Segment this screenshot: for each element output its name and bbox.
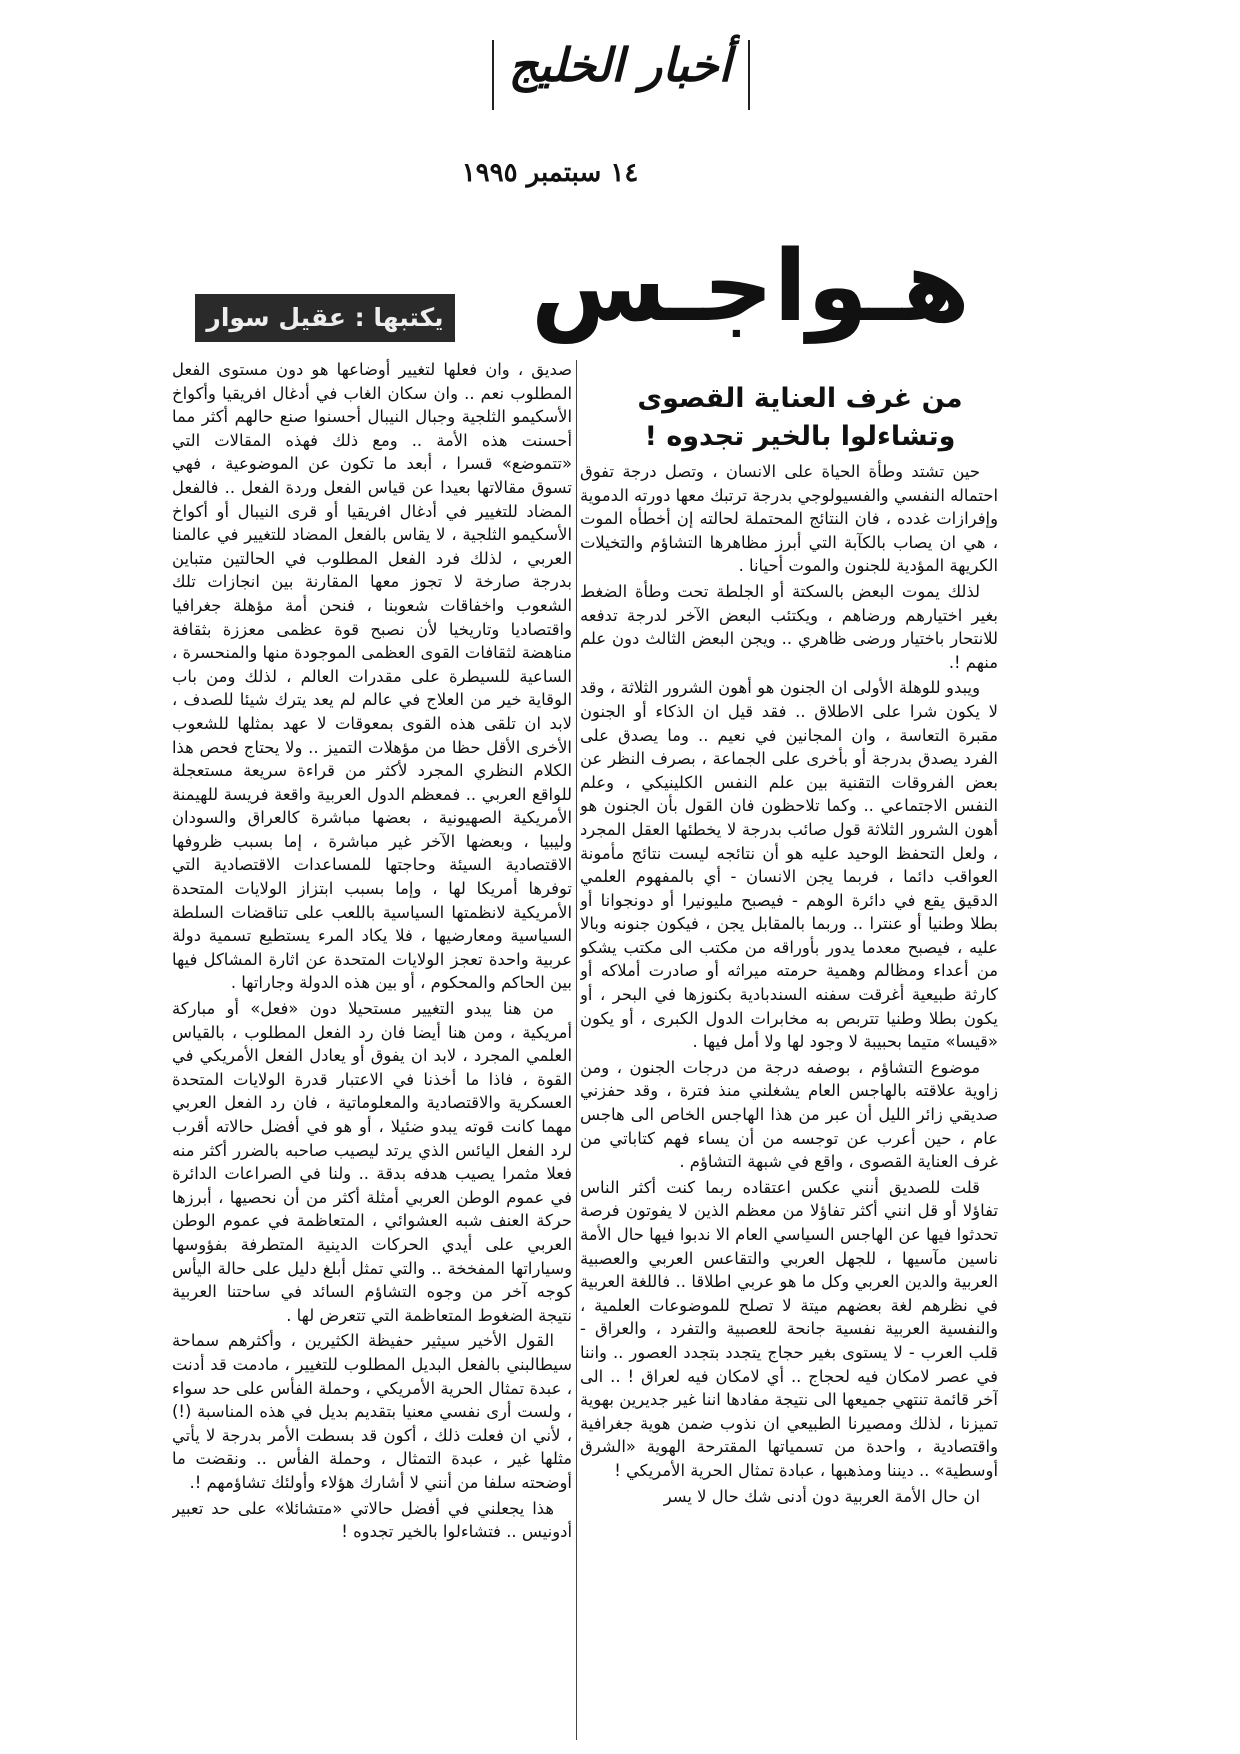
paragraph: هذا يجعلني في أفضل حالاتي «متشائلا» على حد تعبير أدونيس .. فتشاءلوا بالخير تجدوه ! xyxy=(172,1498,572,1542)
paragraph: موضوع التشاؤم ، بوصفه درجة من درجات الجنون ، ومن زاوية علاقته بالهاجس العام يشغلني منذ فترة ، وقد حفزني صديقي زائر الليل أن عبر من هذا الهاجس الخاص الى هاجس عام ، حين أعرب عن توجسه من أن يساء فهم كتاباتي من غرف العناية القصوى ، واقع في شبهة التشاؤم . xyxy=(580,1057,998,1172)
paragraph: قلت للصديق أنني عكس اعتقاده ربما كنت أكثر الناس تفاؤلا أو قل انني أكثر تفاؤلا من معظم الذين لا يفوتون فرصة تحدثوا فيها عن الهاجس السياسي العام الا ندبوا فيها حال الأمة ناسين مآسيها ، للجهل العربي والتقاعس العربي والعصبية العربية والدين العربي وكل ما هو عربي اطلاقا .. فاللغة العربية في نظرهم لغة بعضهم ميتة لا تصلح للموضوعات العلمية ، والنفسية العربية نفسية جانحة للعصبية والتفرد ، والعراق - قلب العرب - لا يستوى بغير حجاج يتجدد بتجدد العصور .. واننا في عصر لامكان فيه لحجاج .. أي لامكان فيه لعراق ! .. الى آخر قائمة تنتهي جميعها الى نتيجة مفادها اننا غير جديرين بهوية تميزنا ، لذلك ومصيرنا الطبيعي ان نذوب ضمن هوية جغرافية واقتصادية ، واحدة من تسمياتها المقترحة الهوية «الشرق أوسطية» .. ديننا ومذهبها ، عبادة تمثال الحرية الأمريكي ! xyxy=(580,1177,998,1480)
publication-date: ١٤ سبتمبر ١٩٩٥ xyxy=(461,158,639,188)
article-headline xyxy=(600,380,1000,456)
headline-line-1: من غرف العناية القصوى xyxy=(637,383,963,414)
article-column-right xyxy=(580,460,998,1740)
paragraph: حين تشتد وطأة الحياة على الانسان ، وتصل درجة تفوق احتماله النفسي والفسيولوجي بدرجة ترتبك معها دورته الدموية وإفرازات غدده ، فان النتائج المحتملة لحالته إن أخطأه الموت ، هي ان يصاب بالكآبة التي أبرز مظاهرها التشاؤم والتخيلات الكريهة المؤدية للجنون والموت أحيانا . xyxy=(580,462,998,576)
column-title: هـواجـس xyxy=(530,230,970,344)
article-column-left xyxy=(172,358,572,1742)
paragraph: من هنا يبدو التغيير مستحيلا دون «فعل» أو مباركة أمريكية ، ومن هنا أيضا فان رد الفعل المطلوب ، بالقياس العلمي المجرد ، لابد ان يفوق أو يعادل الفعل الأمريكي في القوة ، فاذا ما أخذنا في الاعتبار قدرة الولايات المتحدة العسكرية والاقتصادية والمعلوماتية ، فان رد الفعل العربي مهما كانت قوته يبدو ضئيلا ، أو هو في أفضل حالاته أقرب لرد الفعل اليائس الذي يرتد ليصيب صاحبه بالضرر أكثر منه فعلا مثمرا يصيب هدفه بدقة .. ولنا في الصراعات الدائرة في عموم الوطن العربي أمثلة أكثر من أن نحصيها ، أبرزها حركة العنف شبه العشوائي ، المتعاظمة في عموم الوطن العربي على أيدي الحركات الدينية المتطرفة بفؤوسها وسياراتها المفخخة .. والتي تمثل أبلغ دليل على حالة اليأس كوجه آخر من وجوه التشاؤم السائد في ساحتنا العربية نتيجة الضغوط المتعاظمة التي تتعرض لها . xyxy=(172,999,572,1325)
paragraph: ان حال الأمة العربية دون أدنى شك حال لا يسر xyxy=(663,1486,980,1506)
headline-line-2: وتشاءلوا بالخير تجدوه ! xyxy=(644,421,956,452)
paragraph: صديق ، وان فعلها لتغيير أوضاعها هو دون مستوى الفعل المطلوب نعم .. وان سكان الغاب في أدغال افريقيا وأكواخ الأسكيمو الثلجية وجبال النيبال أحسنوا صنع حالهم أكثر مما أحسنت هذه الأمة .. ومع ذلك فهذه المقالات التي «تتموضع» قسرا ، أبعد ما تكون عن الموضوعية ، فهي تسوق مقالاتها بعيدا عن قياس الفعل وردة الفعل .. فالفعل المضاد للتغيير في أدغال افريقيا أو قرى النيبال أو أكواخ الأسكيمو الثلجية ، لا يقاس بالفعل المضاد للتغيير في عالمنا العربي ، لذلك فرد الفعل المطلوب في الحالتين متباين بدرجة صارخة لا تجوز معها المقارنة بين انجازات تلك الشعوب واخفاقات شعوبنا ، فنحن أمة مؤهلة جغرافيا واقتصاديا وتاريخيا لأن نصبح قوة عظمى معززة بثقافة مناهضة لثقافات القوى العظمى الموجودة منها والمنحسرة ، الساعية للسيطرة على مقدرات العالم ، لذلك ومن باب الوقاية خير من العلاج في عالم لم يعد يترك شيئا للصدف ، لابد ان تلقى هذه القوى بمعوقات لا عهد بمثلها للشعوب الأخرى الأقل حظا من مؤهلات التميز .. ولا يحتاج فحص هذا الكلام النظري المجرد لأكثر من قراءة سريعة مستعجلة للواقع العربي .. فمعظم الدول العربية واقعة فريسة للهيمنة الأمريكية الصهيونية ، بعضها مباشرة كالعراق والسودان وليبيا ، وبعضها الآخر غير مباشرة ، إما بسبب ظروفها الاقتصادية السيئة وحاجتها للمساعدات الاقتصادية التي توفرها أمريكا لها ، وإما بسبب ابتزاز الولايات المتحدة الأمريكية لانظمتها السياسية باللعب على تناقضات السلطة السياسية ومعارضيها ، فلا يكاد المرء يستطيع تسمية دولة عربية واحدة تعجز الولايات المتحدة عن اثارة المشاكل فيها بين الحاكم والمحكوم ، أو بين هذه الدولة وجاراتها . xyxy=(172,360,572,993)
newspaper-name: أخبار الخليج xyxy=(508,38,732,92)
masthead xyxy=(0,30,1240,105)
paragraph: لذلك يموت البعض بالسكتة أو الجلطة تحت وطأة الضغط بغير اختيارهم ورضاهم ، ويكتئب البعض الآخر لدرجة تدفعه للانتحار باختيار ورضى ظاهري .. ويجن البعض الثالث دون علم منهم !. xyxy=(580,581,998,672)
byline: يكتبها : عقيل سوار xyxy=(195,294,455,342)
paragraph: القول الأخير سيثير حفيظة الكثيرين ، وأكثرهم سماحة سيطالبني بالفعل البديل المطلوب للتغيير ، مادمت قد أدنت ، عبدة تمثال الحرية الأمريكي ، وحملة الفأس على حد سواء ، ولست أرى نفسي معنيا بتقديم بديل في هذه المناسبة (!) ، لأني ان فعلت ذلك ، أكون قد بسطت الأمر بدرجة لا يأتي مثلها غير ، عبدة التمثال ، وحملة الفأس .. ونقضت ما أوضحته سلفا من أنني لا أشارك هؤلاء وأولئك تشاؤمهم !. xyxy=(172,1331,572,1492)
column-divider xyxy=(576,360,577,1740)
paragraph: ويبدو للوهلة الأولى ان الجنون هو أهون الشرور الثلاثة ، وقد لا يكون شرا على الاطلاق .. فقد قيل ان الذكاء أو الجنون مقبرة التعاسة ، وان المجانين في نعيم .. وما يصدق على الفرد يصدق بدرجة أو بأخرى على الجماعة ، بصرف النظر عن بعض الفروقات التقنية بين علم النفس الكلينيكي ، وعلم النفس الاجتماعي .. وكما تلاحظون فان القول بأن الجنون هو أهون الشرور الثلاثة قول صائب بدرجة لا يخطئها العقل المجرد ، ولعل التحفظ الوحيد عليه هو أن نتائجه ليست نتائج مأمونة العواقب دائما ، فربما يجن الانسان - أي بالمفهوم العلمي الدقيق يقع في دائرة الوهم - فيصبح مليونيرا أو دونجوانا أو بطلا وطنيا أو عنترا .. وربما بالمقابل يجن ، فيكون جنونه وبالا عليه ، فيصبح معدما يدور بأوراقه من مكتب الى مكتب يشكو من أعداء ومظالم وهمية حرمته ميراثه أو صادرت أملاكه أو كارثة طبيعية أغرقت سفنه السندبادية بكنوزها في البحر ، أو يكون بطلا وطنيا تتربص به مخابرات الدول الكبرى ، أو يكون «قيسا» متيما بحبيبة لا وجود لها ولا أمل فيها . xyxy=(580,678,998,1052)
